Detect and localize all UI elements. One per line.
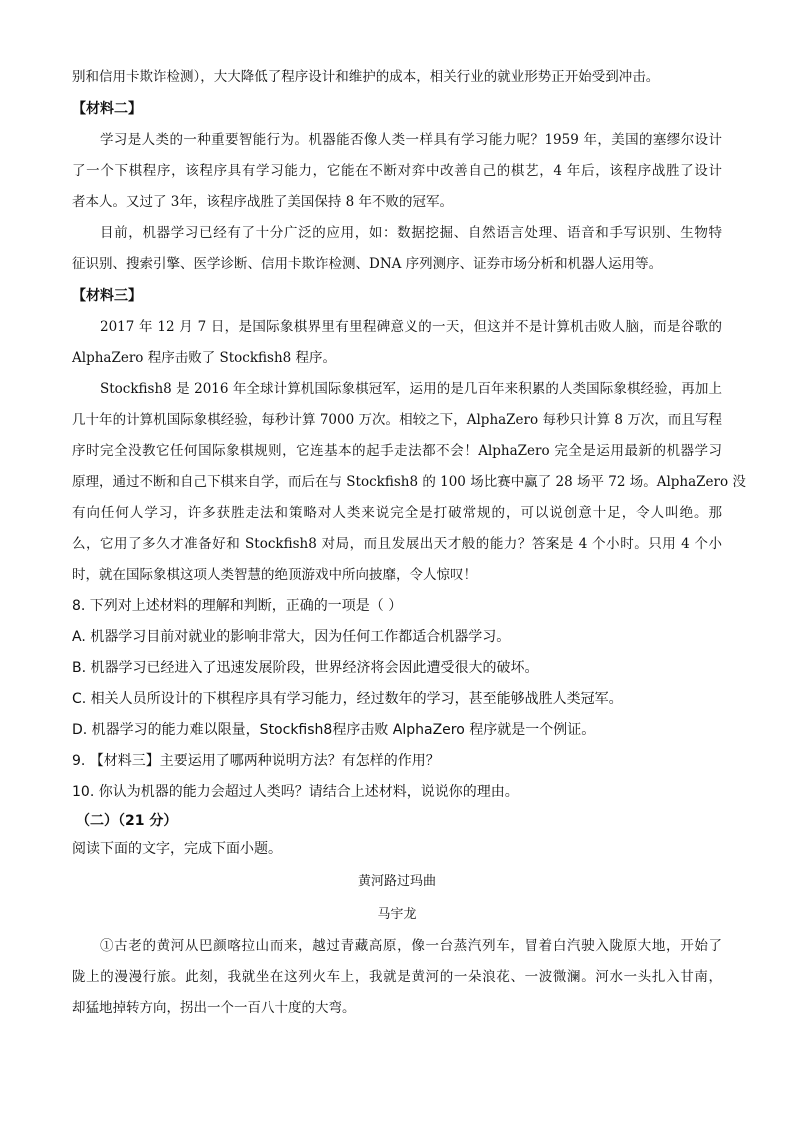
option-d: D. 机器学习的能力难以限量，Stockfish8程序击败 AlphaZero 程序就是一个例证。 — [72, 722, 596, 738]
material3-paragraph-1 — [72, 312, 722, 374]
text-line: 了一个下棋程序，该程序具有学习能力，它能在不断对弈中改善自己的棋艺，4 年后，该程序战胜了设计 — [72, 163, 722, 179]
text-line: 几十年的计算机国际象棋经验，每秒计算 7000 万次。相较之下，AlphaZero 每秒只计算 8 万次，而且写程 — [72, 412, 722, 428]
material3-heading: 【材料三】 — [72, 288, 142, 304]
question-10: 10. 你认为机器的能力会超过人类吗？请结合上述材料，说说你的理由。 — [72, 784, 519, 800]
text-line: 陇上的漫漫行旅。此刻，我就坐在这列火车上，我就是黄河的一朵浪花、一波微澜。河水一头扎入甘南， — [72, 969, 722, 985]
reading-instruction: 阅读下面的文字，完成下面小题。 — [72, 841, 282, 857]
questions-block — [72, 591, 722, 808]
material3-paragraph-2 — [72, 374, 746, 591]
question-8: 8. 下列对上述材料的理解和判断，正确的一项是（ ） — [72, 598, 403, 614]
option-a: A. 机器学习目前对就业的影响非常大，因为任何工作都适合机器学习。 — [72, 629, 511, 645]
text-line: 原理，通过不断和自己下棋来自学，而后在与 Stockfish8 的 100 场比赛中赢了 28 场平 72 场。AlphaZero 没 — [72, 474, 746, 490]
text-line: 者本人。又过了 3年，该程序战胜了美国保持 8 年不败的冠军。 — [72, 194, 454, 210]
text-line: ①古老的黄河从巴颜喀拉山而来，越过青藏高原，像一台蒸汽列车，冒着白汽驶入陇原大地，开始了 — [100, 938, 722, 954]
material2-heading: 【材料二】 — [72, 101, 142, 117]
text-line: 么，它用了多久才准备好和 Stockfish8 对局，而且发展出天才般的能力？答案是 4 个小时。只用 4 个小 — [72, 536, 722, 552]
option-b: B. 机器学习已经进入了迅速发展阶段，世界经济将会因此遭受很大的破坏。 — [72, 660, 539, 676]
article-author: 马宇龙 — [377, 907, 417, 922]
text-line: 征识别、搜索引擎、医学诊断、信用卡欺诈检测、DNA 序列测序、证券市场分析和机器人运用等。 — [72, 256, 663, 272]
text-line: 目前，机器学习已经有了十分广泛的应用，如：数据挖掘、自然语言处理、语音和手写识别、生物特 — [100, 225, 722, 241]
question-9: 9. 【材料三】主要运用了哪两种说明方法？有怎样的作用？ — [72, 753, 440, 769]
text-line: 时，就在国际象棋这项人类智慧的绝顶游戏中所向披靡，令人惊叹！ — [72, 567, 477, 583]
article-paragraph-1 — [72, 931, 722, 1024]
section-heading: （二）（21 分） — [76, 813, 178, 829]
text-line: 序时完全没教它任何国际象棋规则，它连基本的起手走法都不会！AlphaZero 完全是运用最新的机器学习 — [72, 443, 722, 459]
article-title: 黄河路过玛曲 — [357, 874, 436, 889]
text-line: Stockfish8 是 2016 年全球计算机国际象棋冠军，运用的是几百年来积累的人类国际象棋经验，再加上 — [100, 381, 722, 397]
text-line: 学习是人类的一种重要智能行为。机器能否像人类一样具有学习能力呢？1959 年，美国的塞缪尔设计 — [100, 132, 722, 148]
text-line: AlphaZero 程序击败了 Stockfish8 程序。 — [72, 350, 337, 366]
material2-paragraph-1 — [72, 125, 722, 218]
option-c: C. 相关人员所设计的下棋程序具有学习能力，经过数年的学习，甚至能够战胜人类冠军。 — [72, 691, 623, 707]
intro-line: 别和信用卡欺诈检测），大大降低了程序设计和维护的成本，相关行业的就业形势正开始受到冲击。 — [72, 69, 660, 85]
text-line: 却猛地掉转方向，拐出一个一百八十度的大弯。 — [72, 1000, 356, 1016]
text-line: 有向任何人学习，许多获胜走法和策略对人类来说完全是打破常规的，可以说创意十足，令人叫绝。那 — [72, 505, 722, 521]
material2-paragraph-2 — [72, 218, 722, 280]
text-line: 2017 年 12 月 7 日，是国际象棋界里有里程碑意义的一天，但这并不是计算机击败人脑，而是谷歌的 — [100, 319, 722, 335]
